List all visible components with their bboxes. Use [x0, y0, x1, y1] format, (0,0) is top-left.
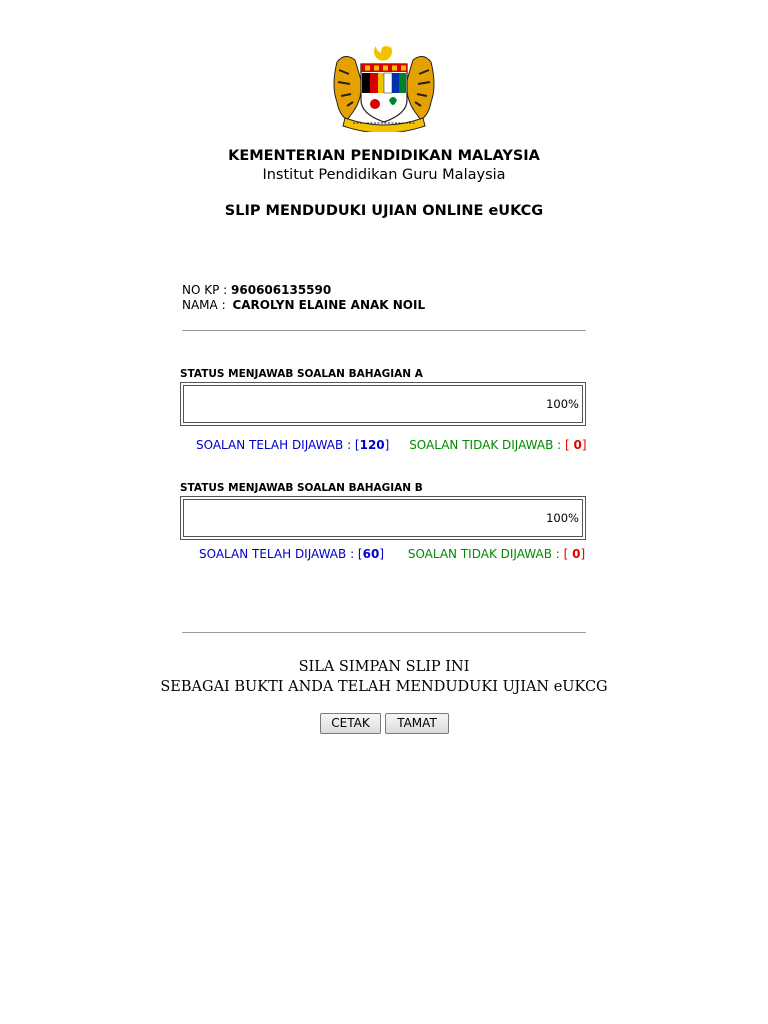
print-button[interactable]: CETAK	[320, 713, 381, 734]
unanswered-value: 0	[572, 547, 581, 561]
section-b-stats: SOALAN TELAH DIJAWAB : [60] SOALAN TIDAK DIJAWAB : [ 0]	[199, 547, 586, 561]
slip-title: SLIP MENDUDUKI UJIAN ONLINE eUKCG	[224, 203, 544, 219]
section-b-progress-bar	[180, 496, 586, 540]
progress-text: 100%	[546, 511, 579, 525]
section-a-progress-bar	[180, 382, 586, 426]
ic-label: NO KP :	[182, 283, 228, 297]
section-b-label: STATUS MENJAWAB SOALAN BAHAGIAN B	[180, 482, 423, 494]
answered-value: 60	[362, 547, 380, 561]
institute-title: Institut Pendidikan Guru Malaysia	[262, 167, 506, 183]
unanswered-label: SOALAN TIDAK DIJAWAB :	[407, 547, 560, 561]
name-value: CAROLYN ELAINE ANAK NOIL	[232, 298, 426, 312]
divider	[182, 632, 586, 633]
save-notice-line1: SILA SIMPAN SLIP INI	[298, 659, 470, 675]
ic-row	[182, 283, 331, 298]
answered-value: 120	[359, 438, 385, 452]
progress-fill	[184, 386, 582, 422]
name-row	[182, 298, 425, 313]
progress-track	[183, 499, 583, 537]
section-a-label: STATUS MENJAWAB SOALAN BAHAGIAN A	[180, 368, 423, 380]
save-notice-line2: SEBAGAI BUKTI ANDA TELAH MENDUDUKI UJIAN eUKCG	[160, 679, 608, 695]
progress-text: 100%	[546, 397, 579, 411]
unanswered-label: SOALAN TIDAK DIJAWAB :	[409, 438, 562, 452]
section-a-stats: SOALAN TELAH DIJAWAB : [120] SOALAN TIDAK DIJAWAB : [ 0]	[196, 438, 587, 452]
divider	[182, 330, 586, 331]
coat-of-arms-icon	[329, 42, 439, 132]
finish-button[interactable]: TAMAT	[385, 713, 449, 734]
ic-value: 960606135590	[231, 283, 332, 297]
progress-fill	[184, 500, 582, 536]
ministry-title: KEMENTERIAN PENDIDIKAN MALAYSIA	[228, 148, 540, 164]
answered-label: SOALAN TELAH DIJAWAB : [	[196, 438, 360, 452]
answered-label: SOALAN TELAH DIJAWAB : [	[199, 547, 363, 561]
name-label: NAMA :	[182, 298, 226, 312]
progress-track	[183, 385, 583, 423]
unanswered-value: 0	[573, 438, 582, 452]
